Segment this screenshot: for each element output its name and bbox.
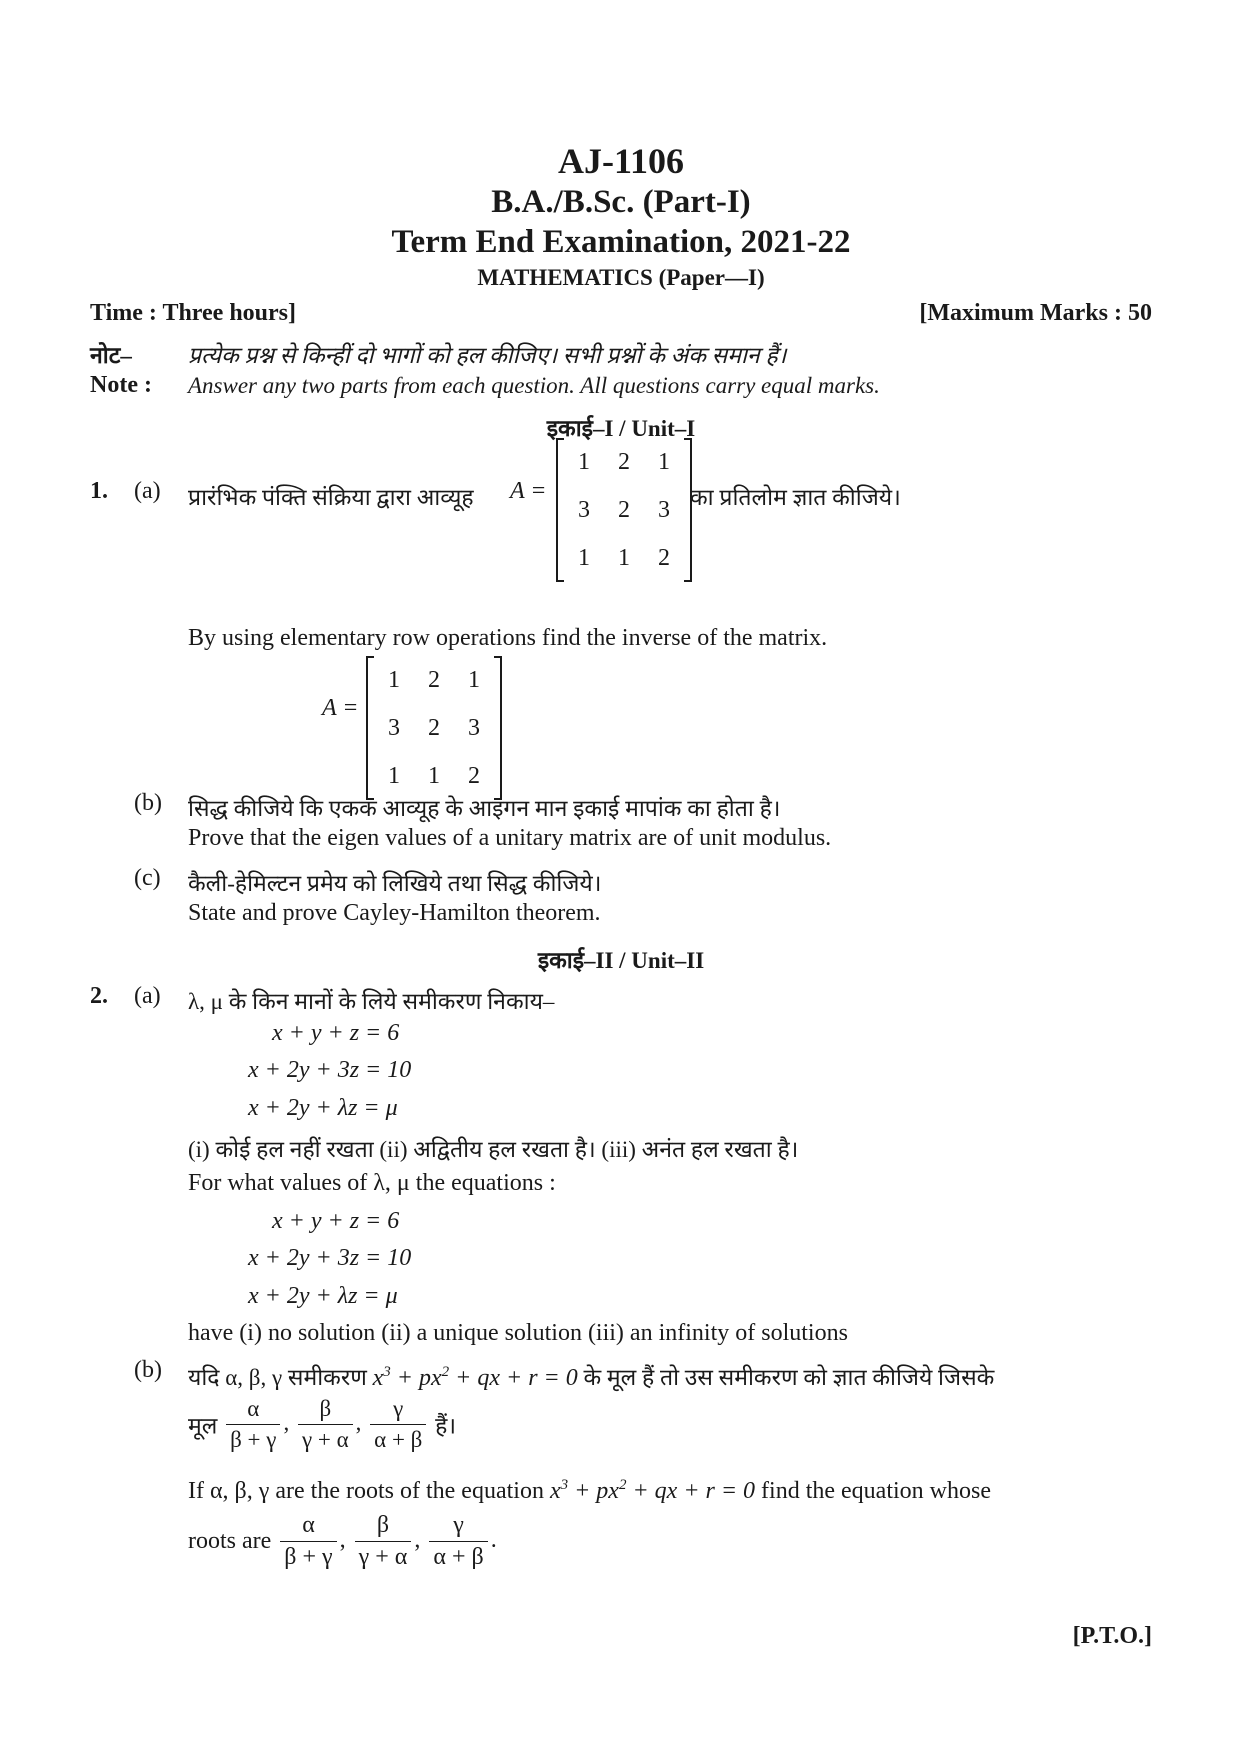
question-2a-hindi-cases: (i) कोई हल नहीं रखता (ii) अद्वितीय हल रखता है। (iii) अनंत हल रखता है।	[188, 1137, 799, 1162]
question-1c-label: (c)	[134, 865, 161, 891]
question-2b-english: If α, β, γ are the roots of the equation $x^3 + px^2$ + qx + r = 0 find the equation whose	[188, 1477, 991, 1504]
equation-1: x + y + z = 6	[272, 1020, 400, 1046]
question-1a-hindi: प्रारंभिक पंक्ति संक्रिया द्वारा आव्यूह	[188, 485, 474, 510]
fraction-alpha-en: $\frac{\alpha}{\beta + \gamma}$	[280, 1512, 336, 1571]
unit-1-heading: इकाई–I / Unit–I	[546, 416, 696, 441]
fraction-beta: $\frac{\beta}{\gamma + \alpha}$	[298, 1396, 353, 1453]
course-title: B.A./B.Sc. (Part-I)	[491, 184, 751, 220]
note-hindi-label: नोट–	[90, 343, 132, 368]
matrix-display: 1 2 1 3 2 3 1 1 2	[366, 656, 502, 800]
note-hindi-text: प्रत्येक प्रश्न से किन्हीं दो भागों को हल कीजिए। सभी प्रश्नों के अंक समान हैं।	[188, 343, 787, 368]
question-1a-hindi-suffix: का प्रतिलोम ज्ञात कीजिये।	[690, 485, 901, 510]
question-2b-label: (b)	[134, 1357, 162, 1383]
unit-2-heading: इकाई–II / Unit–II	[537, 948, 705, 973]
question-1a-english: By using elementary row operations find the inverse of the matrix.	[188, 625, 828, 651]
question-2-number: 2.	[90, 983, 108, 1009]
question-2a-label: (a)	[134, 983, 161, 1009]
fraction-gamma-en: $\frac{\gamma}{\alpha + \beta}$	[429, 1512, 487, 1571]
question-2b-english-line2: roots are $\frac{\alpha}{\beta + \gamma}$ , $\frac{\beta}{\gamma + \alpha}$ , $\frac{\gamma}{\alpha + \beta}$ .	[188, 1512, 497, 1570]
question-1c-hindi: कैली-हेमिल्टन प्रमेय को लिखिये तथा सिद्ध कीजिये।	[188, 871, 602, 896]
question-2b-hindi-line2: मूल $\frac{\alpha}{\beta + \gamma}$ , $\frac{\beta}{\gamma + \alpha}$ , $\frac{\gamma}{\alpha + \beta}$ हैं।	[188, 1396, 457, 1452]
matrix-inline: 1 2 1 3 2 3 1 1 2	[556, 438, 692, 582]
equation-1-repeat: x + y + z = 6	[272, 1208, 400, 1234]
max-marks-label: [Maximum Marks : 50	[919, 300, 1152, 326]
question-1-number: 1.	[90, 478, 108, 504]
fraction-gamma: $\frac{\gamma}{\alpha + \beta}$	[370, 1396, 426, 1453]
question-2a-english: For what values of λ, μ the equations :	[188, 1170, 556, 1196]
subject-title: MATHEMATICS (Paper—I)	[477, 265, 765, 290]
matrix-label-display: A =	[322, 695, 359, 721]
question-2a-english-cases: have (i) no solution (ii) a unique solution (iii) an infinity of solutions	[188, 1320, 848, 1346]
equation-2-repeat: x + 2y + 3z = 10	[248, 1245, 412, 1271]
time-label: Time : Three hours]	[90, 300, 297, 326]
note-english-label: Note :	[90, 372, 152, 398]
pto-marker: [P.T.O.]	[1072, 1623, 1152, 1649]
fraction-alpha: $\frac{\alpha}{\beta + \gamma}$	[226, 1396, 280, 1453]
equation-3-repeat: x + 2y + λz = μ	[248, 1283, 398, 1309]
question-2b-hindi: यदि α, β, γ समीकरण $x^3 + px^2$ + qx + r = 0 के मूल हैं तो उस समीकरण को ज्ञात कीजिये जिसके	[188, 1364, 995, 1391]
equation-3: x + 2y + λz = μ	[248, 1095, 398, 1121]
question-1b-english: Prove that the eigen values of a unitary matrix are of unit modulus.	[188, 825, 832, 851]
equation-2: x + 2y + 3z = 10	[248, 1057, 412, 1083]
matrix-label-inline: A =	[510, 478, 547, 504]
question-1b-label: (b)	[134, 790, 162, 816]
paper-code: AJ-1106	[558, 141, 684, 181]
question-1a-label: (a)	[134, 478, 161, 504]
note-english-text: Answer any two parts from each question. All questions carry equal marks.	[188, 373, 880, 398]
question-2a-hindi: λ, μ के किन मानों के लिये समीकरण निकाय–	[188, 989, 555, 1014]
question-1c-english: State and prove Cayley-Hamilton theorem.	[188, 900, 601, 926]
exam-title: Term End Examination, 2021-22	[391, 224, 851, 260]
fraction-beta-en: $\frac{\beta}{\gamma + \alpha}$	[355, 1512, 412, 1571]
question-1b-hindi: सिद्ध कीजिये कि एकक आव्यूह के आइगन मान इकाई मापांक का होता है।	[188, 796, 781, 821]
